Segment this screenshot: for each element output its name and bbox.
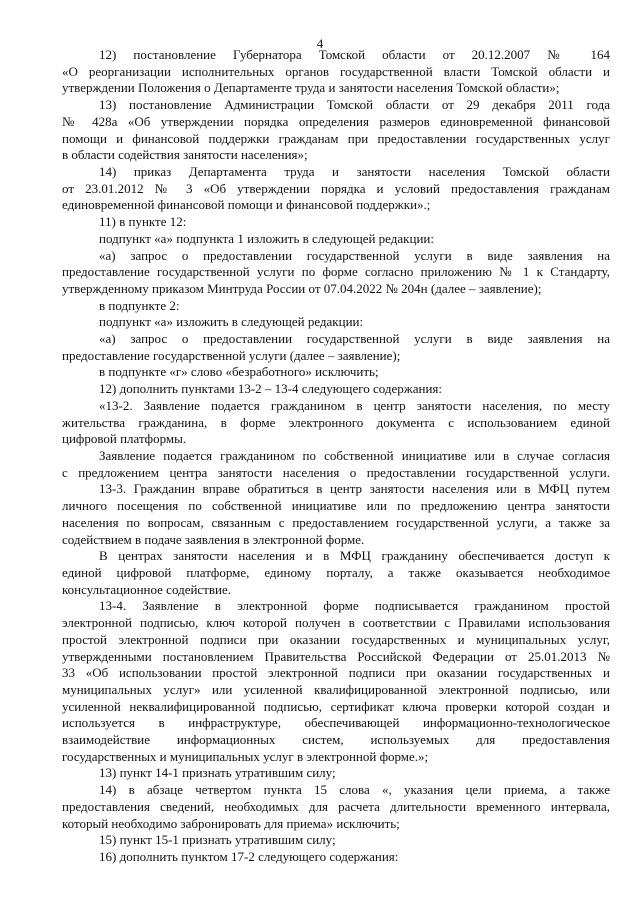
text-line: предоставления сведений, необходимых для расчета длительности временного интервала, [62,799,610,814]
text-line: № 428а «Об утверждении порядка определения размеров единовременной финансовой [62,114,610,129]
text-line: с предложением центра занятости населения о предоставлении государственной услуги. [62,465,610,480]
text-line: 15) пункт 15-1 признать утратившим силу; [99,832,336,847]
text-line: личного посещения по собственной инициативе или по предложению центра занятости [62,498,610,513]
text-line: утверждении Положения о Департаменте труда и занятости населения Томской области»; [62,80,560,95]
text-line: помощи и финансовой поддержки гражданам при предоставлении государственных услуг [62,131,610,146]
text-line: В центрах занятости населения и в МФЦ гражданину обеспечивается доступ к [99,548,610,563]
text-line: усиленной неквалифицированной подписью, сертификат ключа проверки которой создан и [62,699,610,714]
text-line: 13-3. Гражданин вправе обратиться в центр занятости населения или в МФЦ путем [99,481,610,496]
text-line: подпункт «а» подпункта 1 изложить в следующей редакции: [99,231,434,246]
text-line: 13) пункт 14-1 признать утратившим силу; [99,765,336,780]
text-line: «О реорганизации исполнительных органов государственной власти Томской области и [62,64,610,79]
text-line: который необходимо забронировать для приема» исключить; [62,816,400,831]
text-line: жительства гражданина, в форме электронного документа с использованием единой [62,415,610,430]
text-line: единовременной финансовой помощи и финансовой поддержки».; [62,197,431,212]
text-line: в области содействия занятости населения»; [62,147,308,162]
text-line: консультационное содействие. [62,582,231,597]
text-line: содействием в подаче заявления в электронной форме. [62,532,365,547]
text-line: «13-2. Заявление подается гражданином в центр занятости населения, по месту [99,398,610,413]
text-line: используется в инфраструктуре, обеспечивающей информационно-технологическое [62,715,610,730]
text-line: 13) постановление Администрации Томской области от 29 декабря 2011 года [99,97,610,112]
text-line: 33 «Об использовании простой электронной подписи при оказании государственных и [62,665,610,680]
text-line: Заявление подается гражданином по собственной инициативе или в случае согласия [99,448,610,463]
text-line: подпункт «а» изложить в следующей редакции: [99,314,364,329]
text-line: утвержденными постановлением Правительства Российской Федерации от 25.01.2013 № [62,649,610,664]
text-line: населения по вопросам, связанным с предоставлением государственной услуги, а также за [62,515,610,530]
text-line: 13-4. Заявление в электронной форме подписывается гражданином простой [99,598,610,613]
text-line: 14) в абзаце четвертом пункта 15 слова «, указания цели приема, а также [99,782,610,797]
text-line: в подпункте «г» слово «безработного» исключить; [99,364,379,379]
page-number: 4 [316,36,324,51]
text-line: государственных и муниципальных услуг в электронной форме.»; [62,749,429,764]
text-line: утвержденному приказом Минтруда России от 07.04.2022 № 204н (далее – заявление); [62,281,542,296]
text-line: единой цифровой платформе, единому порталу, а также оказывается необходимое [62,565,610,580]
text-line: 11) в пункте 12: [99,214,187,229]
text-line: простой электронной подписи при оказании государственных и муниципальных услуг, [62,632,610,647]
text-line: цифровой платформы. [62,431,187,446]
text-line: взаимодействие информационных систем, используемых для предоставления [62,732,610,747]
text-line: предоставление государственной услуги (далее – заявление); [62,348,401,363]
text-line: предоставление государственной услуги по форме согласно приложению № 1 к Стандарту, [62,264,610,279]
text-line: муниципальных услуг» или усиленной квалифицированной электронной подписью, или [62,682,610,697]
text-line: 16) дополнить пунктом 17-2 следующего содержания: [99,849,399,864]
text-line: от 23.01.2012 № 3 «Об утверждении порядка и условий предоставления гражданам [62,181,610,196]
text-line: в подпункте 2: [99,298,180,313]
text-line: 12) постановление Губернатора Томской области от 20.12.2007 № 164 [99,47,610,62]
text-line: электронной подписью, ключ которой получен в соответствии с Правилами использования [62,615,610,630]
text-line: «а) запрос о предоставлении государственной услуги в виде заявления на [99,331,610,346]
text-line: «а) запрос о предоставлении государственной услуги в виде заявления на [99,248,610,263]
text-line: 14) приказ Департамента труда и занятости населения Томской области [99,164,610,179]
text-line: 12) дополнить пунктами 13-2 – 13-4 следующего содержания: [99,381,443,396]
